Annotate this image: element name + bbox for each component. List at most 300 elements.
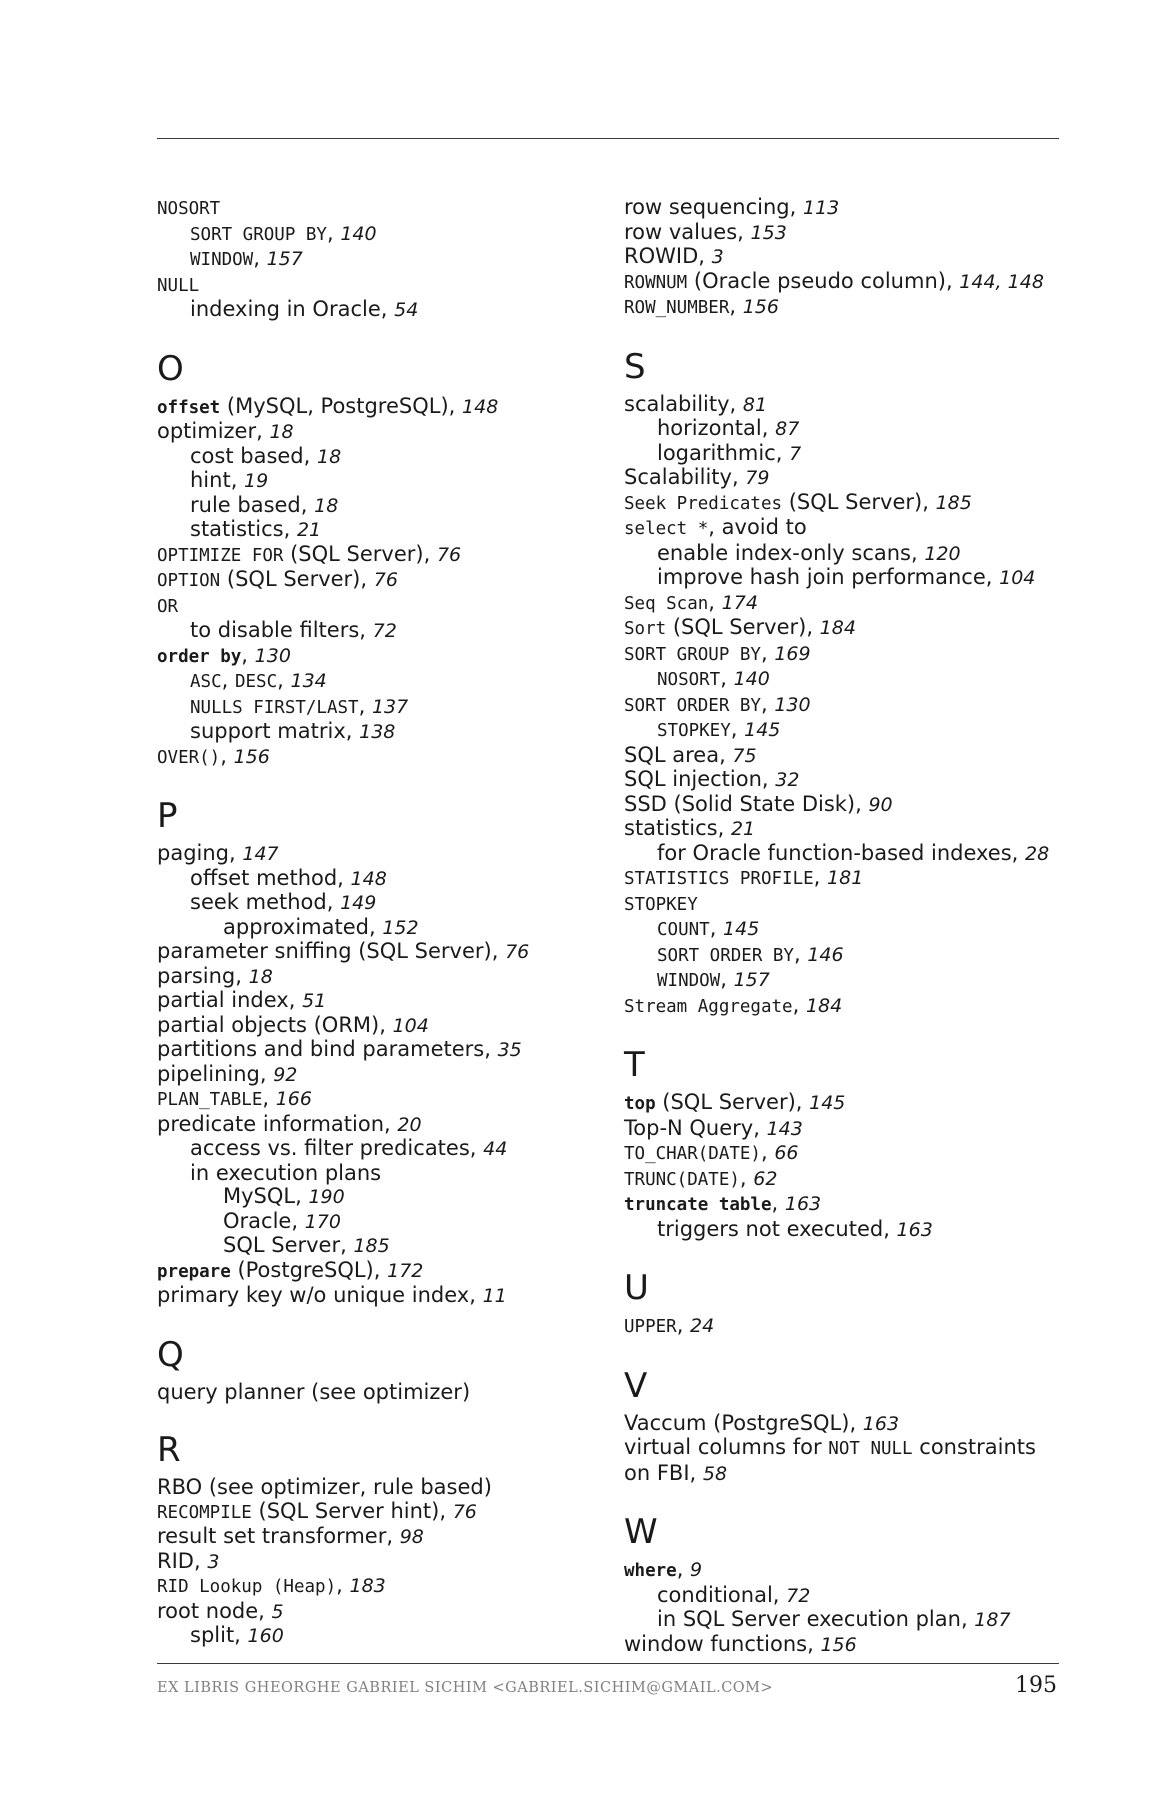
code-term: COUNT bbox=[657, 920, 710, 940]
index-group bbox=[157, 349, 597, 771]
index-column-right bbox=[624, 196, 1064, 1657]
entry-text: RID, bbox=[157, 1548, 208, 1573]
page-ref: 174 bbox=[721, 591, 758, 614]
index-entry bbox=[624, 744, 1064, 769]
entry-text: SQL Server, bbox=[223, 1233, 354, 1257]
index-entry bbox=[624, 718, 1064, 744]
entry-text: predicate information, bbox=[157, 1111, 398, 1136]
page-ref: 153 bbox=[750, 221, 787, 244]
page-ref: 157 bbox=[266, 248, 303, 270]
code-term: Seq Scan bbox=[624, 593, 709, 614]
entry-text: cost based, bbox=[190, 443, 317, 468]
entry-text: access vs. filter predicates, bbox=[190, 1136, 484, 1160]
page-ref: 11 bbox=[482, 1285, 507, 1307]
footer-rule bbox=[157, 1663, 1059, 1664]
entry-text: Scalability, bbox=[624, 465, 746, 489]
entry-text: partial index, bbox=[157, 988, 303, 1012]
page-ref: 21 bbox=[730, 818, 756, 840]
code-term: STOPKEY bbox=[624, 894, 698, 915]
entry-text: logarithmic, bbox=[657, 440, 790, 465]
index-entry bbox=[624, 442, 1064, 467]
entry-text: support matrix, bbox=[190, 719, 360, 743]
code-term: STOPKEY bbox=[657, 721, 731, 741]
index-group bbox=[624, 1045, 1064, 1242]
index-entry bbox=[624, 1412, 1064, 1437]
page-ref: 145 bbox=[744, 719, 781, 741]
index-entry bbox=[157, 891, 597, 916]
entry-text: triggers not executed, bbox=[657, 1216, 897, 1241]
index-group bbox=[157, 1335, 597, 1405]
page-ref: 32 bbox=[775, 769, 800, 791]
index-entry bbox=[157, 1014, 597, 1039]
page-ref: 75 bbox=[732, 744, 757, 767]
page-ref: 72 bbox=[372, 620, 397, 642]
page-ref: 5 bbox=[271, 1600, 284, 1623]
entry-text: , bbox=[253, 246, 267, 270]
entry-text: , bbox=[760, 640, 775, 665]
code-term: Sort bbox=[624, 619, 667, 639]
page-ref: 54 bbox=[394, 299, 419, 321]
page-ref: 21 bbox=[296, 519, 322, 541]
code-term: PLAN_TABLE bbox=[157, 1090, 263, 1110]
keyword-term: prepare bbox=[157, 1261, 231, 1282]
index-entry bbox=[157, 1624, 597, 1649]
page-ref: 166 bbox=[275, 1088, 312, 1110]
page-ref: 138 bbox=[359, 721, 396, 743]
page-ref: 9 bbox=[690, 1559, 703, 1581]
index-entry bbox=[624, 542, 1064, 567]
code-term: SORT ORDER BY bbox=[657, 945, 794, 966]
code-term: Stream Aggregate bbox=[624, 996, 793, 1017]
page-ref: 35 bbox=[497, 1039, 522, 1061]
code-term: NOSORT bbox=[157, 199, 221, 219]
index-entry bbox=[624, 1091, 1064, 1117]
index-entry bbox=[624, 270, 1064, 296]
page-ref: 163 bbox=[862, 1412, 900, 1435]
page-ref: 90 bbox=[868, 793, 893, 816]
index-entry bbox=[157, 445, 597, 470]
page-ref: 19 bbox=[244, 470, 269, 492]
index-entry bbox=[157, 619, 597, 644]
index-entry bbox=[624, 1117, 1064, 1142]
index-entry bbox=[624, 943, 1064, 969]
entry-text: for Oracle function-based indexes, bbox=[657, 840, 1026, 865]
page-ref: 152 bbox=[382, 916, 419, 939]
keyword-term: order by bbox=[157, 646, 242, 667]
code-term: RECOMPILE bbox=[157, 1502, 252, 1523]
entry-text: , bbox=[358, 693, 372, 718]
code-term: STATISTICS PROFILE bbox=[624, 869, 814, 889]
index-entry bbox=[157, 940, 597, 965]
index-entry bbox=[157, 1284, 597, 1309]
header-rule bbox=[157, 138, 1059, 139]
entry-text: to disable filters, bbox=[190, 618, 373, 642]
index-entry bbox=[157, 644, 597, 670]
index-entry bbox=[157, 247, 597, 273]
page-ref: 51 bbox=[302, 990, 327, 1012]
entry-text: (SQL Server), bbox=[655, 1090, 810, 1114]
index-entry bbox=[624, 591, 1064, 617]
page-ref: 156 bbox=[820, 1633, 857, 1656]
index-letter-heading: Q bbox=[157, 1334, 184, 1375]
entry-text: , bbox=[771, 1191, 785, 1215]
index-entry bbox=[157, 1234, 597, 1259]
page-ref: 134 bbox=[290, 670, 327, 692]
entry-text: partitions and bind parameters, bbox=[157, 1037, 498, 1061]
index-entry bbox=[157, 1500, 597, 1526]
index-entry bbox=[624, 1314, 1064, 1340]
entry-text: , bbox=[813, 865, 828, 889]
code-term: DESC bbox=[234, 672, 278, 692]
index-entry bbox=[157, 842, 597, 867]
index-entry bbox=[624, 245, 1064, 270]
page-ref: 58 bbox=[702, 1462, 728, 1485]
index-entry bbox=[624, 842, 1064, 867]
page-ref: 185 bbox=[353, 1235, 390, 1257]
entry-text: , bbox=[676, 1557, 691, 1581]
keyword-term: where bbox=[624, 1561, 677, 1581]
page-ref: 24 bbox=[690, 1315, 715, 1337]
page-ref: 146 bbox=[807, 943, 844, 966]
code-term: SORT GROUP BY bbox=[624, 644, 761, 665]
code-term: NOT NULL bbox=[828, 1439, 913, 1459]
index-entry bbox=[157, 518, 597, 543]
page-ref: 140 bbox=[733, 668, 770, 690]
page-ref: 79 bbox=[745, 467, 770, 489]
page-ref: 18 bbox=[248, 965, 273, 988]
page-ref: 148 bbox=[350, 867, 387, 890]
index-entry bbox=[624, 994, 1064, 1020]
entry-text: , bbox=[262, 1086, 276, 1110]
index-entry bbox=[624, 1167, 1064, 1193]
index-entry bbox=[624, 1608, 1064, 1633]
index-letter-heading: P bbox=[157, 796, 178, 836]
entry-text: , bbox=[241, 642, 255, 667]
entry-text: rule based, bbox=[190, 492, 315, 517]
entry-text: (SQL Server), bbox=[220, 567, 374, 591]
entry-text: parsing, bbox=[157, 963, 249, 988]
page-ref: 156 bbox=[742, 296, 779, 318]
index-letter-heading: R bbox=[157, 1430, 181, 1470]
page-number: 195 bbox=[1015, 1673, 1057, 1698]
page-ref: 72 bbox=[786, 1584, 811, 1607]
index-entry bbox=[157, 1381, 597, 1405]
index-entry bbox=[157, 494, 597, 519]
index-entry bbox=[157, 1476, 597, 1500]
entry-text: virtual columns for bbox=[624, 1435, 829, 1459]
entry-text: (SQL Server), bbox=[782, 489, 936, 514]
code-term: select * bbox=[624, 519, 709, 539]
entry-text: , bbox=[709, 916, 724, 940]
page-ref: 62 bbox=[753, 1167, 778, 1190]
index-entry bbox=[624, 1192, 1064, 1218]
keyword-term: offset bbox=[157, 397, 221, 418]
entry-text: , bbox=[792, 992, 806, 1017]
index-entry bbox=[157, 1137, 597, 1162]
page-ref: 76 bbox=[373, 569, 398, 591]
page-ref: 190 bbox=[308, 1186, 345, 1208]
page-ref: 76 bbox=[505, 941, 530, 963]
index-entry bbox=[157, 965, 597, 990]
index-entry bbox=[157, 989, 597, 1014]
entry-text: , bbox=[730, 717, 745, 741]
entry-text: improve hash join performance, bbox=[657, 565, 1000, 589]
entry-text: paging, bbox=[157, 841, 243, 865]
index-entry bbox=[624, 1558, 1064, 1584]
index-entry bbox=[157, 867, 597, 892]
entry-text: row values, bbox=[624, 219, 751, 244]
index-group bbox=[157, 196, 597, 323]
entry-text: , bbox=[277, 668, 291, 692]
entry-text: primary key w/o unique index, bbox=[157, 1283, 483, 1307]
index-entry bbox=[157, 720, 597, 745]
page-ref: 163 bbox=[896, 1218, 933, 1241]
page-ref: 143 bbox=[766, 1117, 803, 1140]
page-ref: 140 bbox=[340, 222, 377, 245]
index-entry bbox=[157, 196, 597, 222]
index-entry bbox=[624, 221, 1064, 246]
index-entry bbox=[624, 667, 1064, 693]
index-entry bbox=[624, 417, 1064, 442]
page-ref: 104 bbox=[999, 567, 1036, 589]
page-ref: 144, 148 bbox=[959, 270, 1044, 293]
entry-text: (SQL Server hint), bbox=[251, 1498, 453, 1523]
entry-text: in SQL Server execution plan, bbox=[657, 1607, 975, 1631]
index-entry bbox=[624, 616, 1064, 642]
page-ref: 170 bbox=[304, 1210, 341, 1233]
code-term: NULL bbox=[157, 275, 200, 296]
index-group bbox=[624, 347, 1064, 1020]
entry-text: statistics, bbox=[624, 816, 731, 840]
entry-text: partial objects (ORM), bbox=[157, 1012, 393, 1037]
page-ref: 130 bbox=[254, 644, 291, 667]
index-entry bbox=[157, 1574, 597, 1600]
page-ref: 81 bbox=[742, 393, 768, 416]
page-ref: 18 bbox=[269, 421, 294, 443]
entry-text: result set transformer, bbox=[157, 1524, 400, 1548]
index-entry bbox=[624, 968, 1064, 994]
index-entry bbox=[624, 466, 1064, 491]
index-entry bbox=[624, 1462, 1064, 1487]
index-group bbox=[157, 796, 597, 1309]
page-ref: 18 bbox=[316, 445, 342, 468]
page-ref: 183 bbox=[349, 1575, 386, 1597]
entry-text: MySQL, bbox=[223, 1184, 309, 1208]
entry-text: pipelining, bbox=[157, 1061, 274, 1086]
entry-text: (SQL Server), bbox=[283, 541, 437, 566]
index-entry bbox=[157, 568, 597, 594]
index-entry bbox=[157, 1185, 597, 1210]
entry-text: statistics, bbox=[190, 517, 297, 541]
index-group bbox=[624, 1512, 1064, 1657]
index-entry bbox=[157, 222, 597, 248]
entry-text: , bbox=[220, 743, 234, 768]
entry-text: in execution plans bbox=[190, 1160, 382, 1185]
keyword-term: truncate table bbox=[624, 1195, 772, 1215]
index-entry bbox=[624, 642, 1064, 668]
page-ref: 157 bbox=[733, 969, 770, 991]
page-ref: 184 bbox=[819, 617, 856, 639]
index-entry bbox=[157, 1087, 597, 1113]
entry-text: seek method, bbox=[190, 890, 341, 914]
page-ref: 156 bbox=[233, 745, 270, 768]
index-entry bbox=[157, 695, 597, 721]
code-term: ASC bbox=[190, 672, 222, 692]
index-group bbox=[624, 196, 1064, 321]
entry-text: parameter sniffing (SQL Server), bbox=[157, 939, 506, 963]
entry-text: , bbox=[326, 220, 341, 245]
entry-text: , bbox=[708, 589, 722, 614]
index-letter-heading: T bbox=[624, 1045, 645, 1085]
page-ref: 184 bbox=[805, 994, 843, 1017]
code-term: WINDOW bbox=[657, 971, 721, 991]
code-term: WINDOW bbox=[190, 250, 254, 270]
index-entry bbox=[157, 395, 597, 421]
entry-text: Vaccum (PostgreSQL), bbox=[624, 1410, 863, 1435]
code-term: RID Lookup (Heap) bbox=[157, 1577, 337, 1597]
page-ref: 20 bbox=[397, 1113, 422, 1136]
entry-text: (MySQL, PostgreSQL), bbox=[220, 393, 463, 418]
code-term: SORT GROUP BY bbox=[190, 224, 327, 245]
index-entry bbox=[157, 594, 597, 620]
index-group bbox=[624, 1268, 1064, 1340]
entry-text: enable index-only scans, bbox=[657, 540, 925, 565]
code-term: Seek Predicates bbox=[624, 493, 783, 514]
index-entry bbox=[624, 892, 1064, 918]
entry-text: , bbox=[676, 1313, 691, 1337]
page-ref: 98 bbox=[399, 1526, 424, 1548]
entry-text: offset method, bbox=[190, 865, 351, 890]
code-term: TRUNC(DATE) bbox=[624, 1169, 740, 1190]
entry-text: , bbox=[793, 941, 808, 966]
index-entry bbox=[624, 1436, 1064, 1462]
index-group bbox=[624, 1366, 1064, 1487]
page-ref: 44 bbox=[483, 1138, 508, 1160]
page-ref: 7 bbox=[789, 442, 802, 465]
index-entry bbox=[624, 793, 1064, 818]
index-entry bbox=[157, 298, 597, 323]
index-entry bbox=[157, 420, 597, 445]
index-entry bbox=[624, 491, 1064, 517]
page-ref: 76 bbox=[452, 1500, 477, 1523]
index-entry bbox=[157, 916, 597, 941]
index-entry bbox=[624, 393, 1064, 418]
entry-text: , bbox=[760, 1140, 775, 1164]
index-letter-heading: O bbox=[157, 348, 184, 389]
entry-text: approximated, bbox=[223, 914, 383, 939]
entry-text: optimizer, bbox=[157, 419, 270, 443]
page-ref: 149 bbox=[340, 892, 377, 914]
index-entry bbox=[157, 1063, 597, 1088]
entry-text: horizontal, bbox=[657, 416, 776, 440]
index-entry bbox=[624, 1584, 1064, 1609]
page-ref: 3 bbox=[207, 1550, 220, 1573]
code-term: SORT ORDER BY bbox=[624, 695, 761, 716]
page-ref: 137 bbox=[371, 695, 409, 718]
entry-text: constraints bbox=[912, 1435, 1036, 1459]
page-ref: 172 bbox=[387, 1259, 424, 1282]
page-ref: 87 bbox=[775, 418, 800, 440]
entry-text: query planner (see optimizer) bbox=[157, 1379, 471, 1404]
page-ref: 185 bbox=[935, 491, 972, 514]
entry-text: , bbox=[729, 294, 743, 318]
page-ref: 181 bbox=[827, 867, 864, 889]
entry-text: , bbox=[739, 1165, 754, 1190]
index-entry bbox=[624, 566, 1064, 591]
index-entry bbox=[157, 1600, 597, 1625]
page-ref: 160 bbox=[247, 1625, 284, 1647]
index-entry bbox=[157, 1038, 597, 1063]
page-ref: 147 bbox=[242, 843, 279, 865]
entry-text: Top-N Query, bbox=[624, 1115, 767, 1140]
entry-text: root node, bbox=[157, 1598, 272, 1623]
index-entry bbox=[157, 1113, 597, 1138]
keyword-term: top bbox=[624, 1094, 656, 1114]
page-ref: 169 bbox=[774, 642, 811, 665]
index-entry bbox=[624, 866, 1064, 892]
entry-text: (SQL Server), bbox=[666, 615, 820, 639]
entry-text: , bbox=[760, 691, 775, 716]
code-term: OVER() bbox=[157, 747, 221, 768]
entry-text: ROWID, bbox=[624, 244, 712, 268]
entry-text: , bbox=[720, 666, 734, 690]
index-entry bbox=[624, 196, 1064, 221]
entry-text: conditional, bbox=[657, 1582, 787, 1607]
entry-text: RBO (see optimizer, rule based) bbox=[157, 1475, 492, 1499]
index-entry bbox=[157, 669, 597, 695]
code-term: OR bbox=[157, 596, 179, 617]
index-entry bbox=[624, 295, 1064, 321]
page-ref: 92 bbox=[273, 1063, 298, 1086]
page-ref: 66 bbox=[774, 1142, 799, 1164]
index-entry bbox=[624, 693, 1064, 719]
page-ref: 148 bbox=[462, 395, 499, 418]
entry-text: , bbox=[221, 668, 235, 692]
footer-ex-libris: EX LIBRIS GHEORGHE GABRIEL SICHIM <GABRIEL.SICHIM@GMAIL.COM> bbox=[157, 1680, 774, 1696]
index-entry bbox=[624, 1218, 1064, 1243]
page-ref: 120 bbox=[924, 542, 961, 565]
entry-text: SQL injection, bbox=[624, 767, 776, 791]
page-ref: 130 bbox=[774, 693, 811, 716]
index-entry bbox=[624, 768, 1064, 793]
index-entry bbox=[624, 917, 1064, 943]
page-ref: 3 bbox=[711, 246, 724, 268]
index-entry bbox=[624, 817, 1064, 842]
page-ref: 145 bbox=[723, 918, 760, 940]
entry-text: split, bbox=[190, 1623, 248, 1647]
index-entry bbox=[157, 469, 597, 494]
index-entry bbox=[624, 516, 1064, 542]
index-entry bbox=[624, 1633, 1064, 1658]
entry-text: , bbox=[336, 1573, 350, 1597]
code-term: NOSORT bbox=[657, 670, 721, 690]
index-entry bbox=[157, 1210, 597, 1235]
page-ref: 18 bbox=[314, 494, 339, 517]
entry-text: scalability, bbox=[624, 391, 743, 416]
code-term: OPTION bbox=[157, 571, 221, 591]
entry-text: , avoid to bbox=[708, 515, 807, 539]
entry-text: hint, bbox=[190, 468, 245, 492]
page-ref: 76 bbox=[436, 543, 462, 566]
entry-text: SQL area, bbox=[624, 742, 733, 767]
page-ref: 145 bbox=[809, 1092, 846, 1114]
entry-text: , bbox=[720, 967, 734, 991]
index-entry bbox=[157, 543, 597, 569]
entry-text: row sequencing, bbox=[624, 195, 803, 219]
index-letter-heading: U bbox=[624, 1268, 649, 1308]
code-term: TO_CHAR(DATE) bbox=[624, 1144, 761, 1164]
code-term: NULLS FIRST/LAST bbox=[190, 697, 359, 718]
